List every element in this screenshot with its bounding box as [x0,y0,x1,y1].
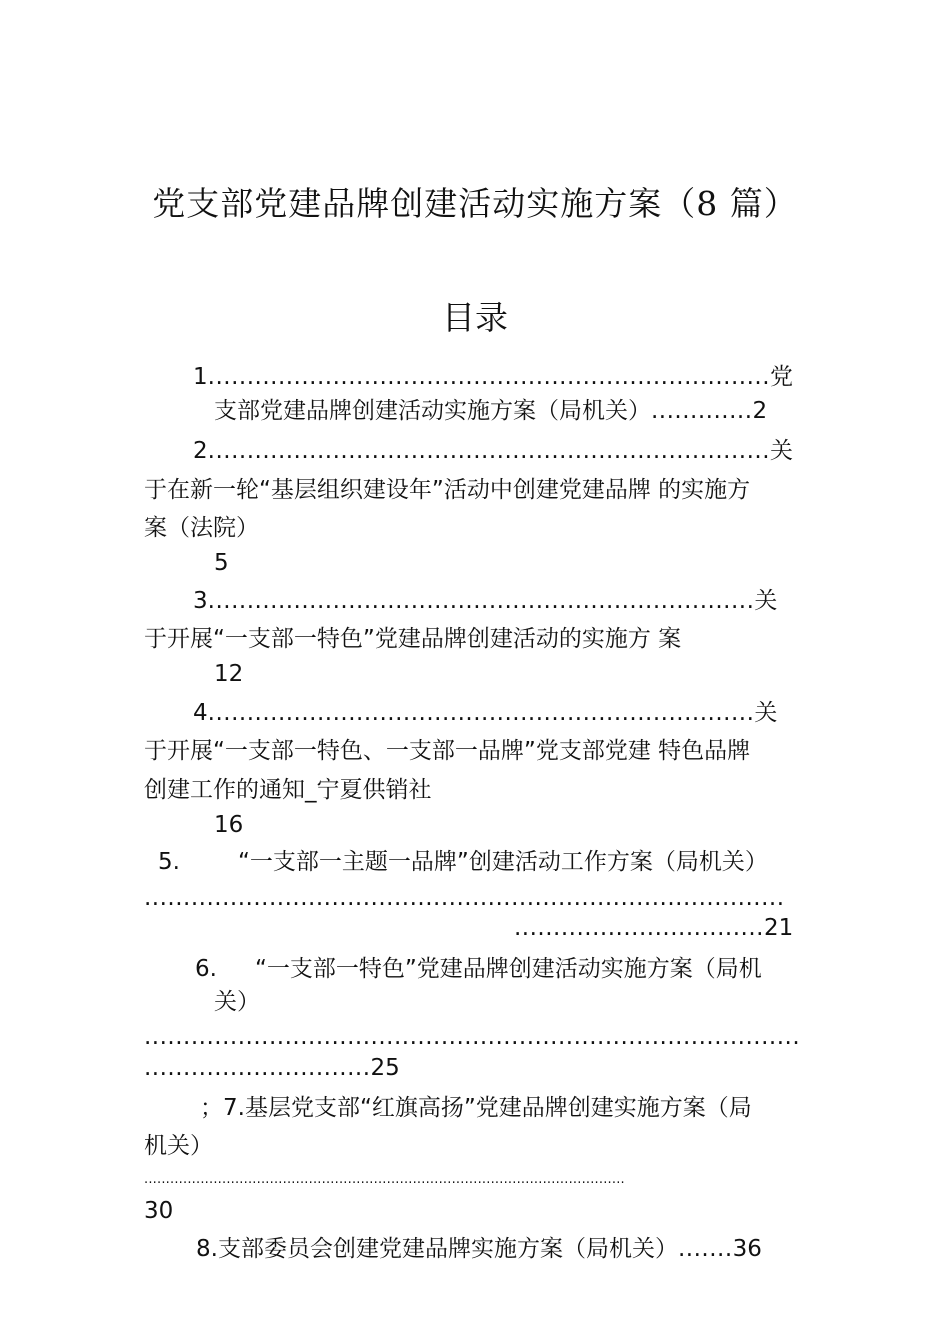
toc-entry-8-title: 8.支部委员会创建党建品牌实施方案（局机关） [196,1236,678,1262]
toc-entry-1-title: 支部党建品牌创建活动实施方案（局机关） [214,398,651,424]
toc-entry-1-lead-char: 党 [770,364,794,390]
toc-entry-4-line2[interactable]: 于开展“一支部一特色、一支部一品牌”党支部党建 特色品牌 [144,738,751,764]
toc-entry-2-line2[interactable]: 于在新一轮“基层组织建设年”活动中创建党建品牌 的实施方 [144,477,751,503]
toc-entry-6-page: 25 [370,1055,400,1081]
toc-entry-8-page: 36 [732,1236,762,1262]
toc-entry-7-prefix: ； [200,1095,223,1121]
toc-entry-1-page: 2 [752,398,768,424]
toc-entry-4-number: 4 [193,700,208,726]
toc-entry-3-number: 3 [193,588,208,614]
toc-entry-6-title: “一支部一特色”党建品牌创建活动实施方案（局机 [254,956,762,982]
toc-entry-4-line1[interactable] [193,698,777,728]
toc-entry-2-line3[interactable]: 案（法院） [144,515,259,541]
toc-entry-3-page[interactable]: 12 [214,661,244,687]
toc-entry-4-page[interactable]: 16 [214,812,244,838]
toc-entry-2-line1[interactable] [193,436,793,466]
toc-entry-3-leader-dots: ...................................................................... [207,588,755,614]
toc-entry-3-line2[interactable]: 于开展“一支部一特色”党建品牌创建活动的实施方 案 [144,626,682,652]
toc-entry-4-lead-char: 关 [754,700,778,726]
toc-entry-1-line2[interactable] [214,396,767,426]
toc-entry-2-leader-dots: ........................................................................ [207,438,771,464]
toc-entry-7-page[interactable]: 30 [144,1198,174,1224]
toc-entry-5-leader-dots: .................................................................................. [144,885,785,911]
toc-entry-1-leader-dots-2: ............. [651,398,753,424]
toc-entry-8-line1[interactable] [196,1234,762,1264]
toc-entry-8-leader-dots: ....... [677,1236,733,1262]
toc-entry-5-page: 21 [763,915,794,941]
toc-entry-6-line2[interactable]: 关） [214,989,260,1015]
toc-entry-7-line2[interactable]: 机关） [144,1133,213,1159]
toc-entry-7-leader-dots: ............................................................................................................... [144,1172,625,1187]
toc-entry-2-lead-char: 关 [770,438,794,464]
toc-entry-1-leader-dots: ........................................................................ [207,364,771,390]
document-title: 党支部党建品牌创建活动实施方案（8 篇） [152,184,798,223]
toc-entry-7-line1[interactable] [200,1093,752,1123]
toc-entry-6-number: 6. [195,956,217,982]
toc-entry-5-leader-dots-2: ................................ [514,915,764,941]
toc-entry-5-number[interactable]: 5. [158,849,180,875]
toc-entry-4-line3[interactable]: 创建工作的通知_宁夏供销社 [144,777,432,803]
toc-entry-6-leader-dots-2: ............................. [144,1055,371,1081]
toc-entry-2-number: 2 [193,438,208,464]
toc-entry-5-title[interactable]: “一支部一主题一品牌”创建活动工作方案（局机关） [238,849,768,875]
toc-entry-1-line1[interactable] [193,362,793,392]
toc-entry-1-number: 1 [193,364,208,390]
toc-heading: 目录 [442,298,508,337]
toc-entry-4-leader-dots: ...................................................................... [207,700,755,726]
toc-entry-5-line3[interactable] [514,913,793,943]
toc-entry-6-leader-dots: .................................................................................... [144,1024,801,1050]
toc-entry-2-page[interactable]: 5 [214,550,229,576]
toc-entry-6-line4[interactable] [144,1053,400,1083]
toc-entry-6-line1[interactable] [195,954,762,984]
toc-entry-3-lead-char: 关 [754,588,778,614]
toc-entry-3-line1[interactable] [193,586,777,616]
toc-entry-7-title: 7.基层党支部“红旗高扬”党建品牌创建实施方案（局 [223,1095,752,1121]
